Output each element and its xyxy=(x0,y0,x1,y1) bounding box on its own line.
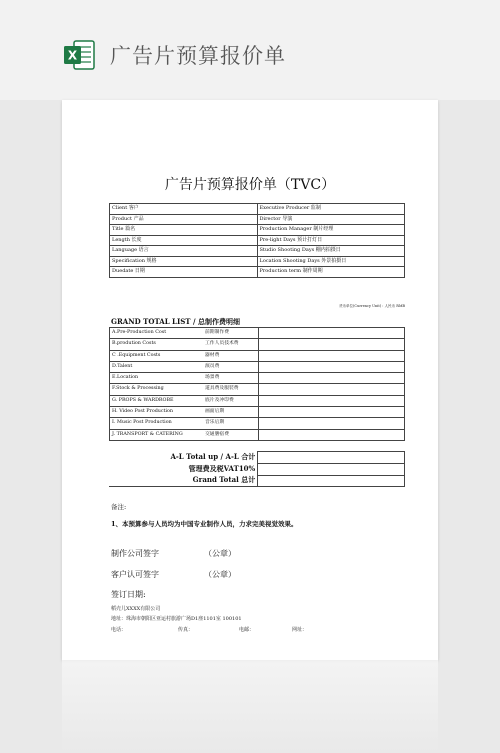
info-cell: Length 长度 xyxy=(110,235,258,246)
cost-item-en: H. Video Post Production xyxy=(112,409,173,415)
info-cell: Executive Producer 监制 xyxy=(257,204,405,215)
info-cell: Production Manager 制片经理 xyxy=(257,225,405,236)
table-row xyxy=(110,384,405,395)
table-row xyxy=(110,267,405,278)
project-info-table xyxy=(109,203,405,278)
cost-value-cell xyxy=(258,395,404,406)
document-page xyxy=(62,100,438,660)
page-reflection xyxy=(62,660,438,753)
app-header xyxy=(0,0,500,100)
cost-item-en: F.Stock & Processing xyxy=(112,386,164,392)
sign-date-label: 签订日期: xyxy=(111,590,146,599)
company-name: 稻壳儿XXXX有限公司 xyxy=(111,606,161,612)
cost-item-en: I. Music Post Production xyxy=(112,420,172,426)
contact-row xyxy=(111,626,371,633)
cost-item-en: D.Talent xyxy=(112,363,133,369)
table-row xyxy=(110,429,405,440)
subtotal-label: A-L Total up / A-L 合计 xyxy=(170,452,256,461)
table-row xyxy=(110,373,405,384)
cost-item-cell xyxy=(110,429,259,440)
info-cell: Specification 规格 xyxy=(110,256,258,267)
company-sign-label: 制作公司签字 xyxy=(111,549,159,558)
cost-item-cell xyxy=(110,384,259,395)
table-row xyxy=(110,204,405,215)
web-label: 网址： xyxy=(292,627,308,633)
table-row xyxy=(110,339,405,350)
svg-text:X: X xyxy=(67,48,78,63)
cost-item-en: B.prodution Costs xyxy=(112,341,156,347)
info-cell: Client 客户 xyxy=(110,204,258,215)
cost-item-cell xyxy=(110,407,259,418)
table-row xyxy=(110,361,405,372)
client-sign-label: 客户认可签字 xyxy=(111,570,159,579)
fax-label: 传真： xyxy=(178,627,194,633)
grand-total-value xyxy=(258,475,405,487)
cost-item-en: E.Location xyxy=(112,375,139,381)
grand-total-heading: GRAND TOTAL LIST / 总制作费明细 xyxy=(111,317,240,326)
client-signature-row xyxy=(111,569,236,580)
cost-value-cell xyxy=(258,407,404,418)
table-row xyxy=(110,214,405,225)
cost-item-cell xyxy=(110,339,259,350)
company-signature-row xyxy=(111,548,236,559)
table-row xyxy=(110,256,405,267)
cost-value-cell xyxy=(258,361,404,372)
cost-item-cn: 前期制作费 xyxy=(205,330,229,335)
cost-item-cn: 演员费 xyxy=(205,363,220,369)
info-cell: Duedate 日期 xyxy=(110,267,258,278)
table-row xyxy=(110,395,405,406)
info-cell: Language 语言 xyxy=(110,246,258,257)
cost-item-cn: 场景费 xyxy=(205,375,220,381)
info-cell: Title 篇名 xyxy=(110,225,258,236)
cost-item-en: A.Pre-Production Cost xyxy=(112,330,167,335)
table-row xyxy=(110,418,405,429)
cost-item-cell xyxy=(110,373,259,384)
subtotal-value xyxy=(258,452,405,464)
cost-item-cn: 音乐后期 xyxy=(205,420,225,426)
phone-label: 电话： xyxy=(111,627,127,633)
totals-table xyxy=(109,451,405,487)
page-title: 广告片预算报价单 xyxy=(110,44,286,68)
cost-value-cell xyxy=(258,373,404,384)
company-address: 地址：珠海市朝阳区亚运村旅游广场D1座1101室 100101 xyxy=(111,616,242,622)
info-cell: Product 产品 xyxy=(110,214,258,225)
cost-item-en: C .Equipment Costs xyxy=(112,352,161,358)
table-row xyxy=(110,225,405,236)
table-row xyxy=(110,407,405,418)
info-cell: Studio Shooting Days 棚内拍摄日 xyxy=(257,246,405,257)
cost-item-cn: 道具费及服装费 xyxy=(205,386,239,392)
cost-item-en: J. TRANSPORT & CATERING xyxy=(112,431,183,437)
cost-item-cn: 工作人员技术费 xyxy=(205,341,239,347)
cost-value-cell xyxy=(258,328,404,339)
info-cell: Production term 制作周期 xyxy=(257,267,405,278)
email-label: 电邮： xyxy=(239,627,255,633)
info-cell: Director 导演 xyxy=(257,214,405,225)
cost-item-cell xyxy=(110,361,259,372)
document-title: 广告片预算报价单（TVC） xyxy=(164,177,336,193)
cost-item-cn: 器材费 xyxy=(205,352,220,358)
remarks-label: 备注: xyxy=(111,503,127,511)
cost-value-cell xyxy=(258,418,404,429)
cost-item-cell xyxy=(110,418,259,429)
grand-total-label: Grand Total 总计 xyxy=(109,475,258,487)
remark-text: 1、本预算参与人员均为中国专业制作人员，力求完美视觉效果。 xyxy=(111,520,298,528)
cost-item-en: G. PROPS & WARDROBE xyxy=(112,397,174,403)
cost-value-cell xyxy=(258,350,404,361)
cost-breakdown-table xyxy=(109,327,405,441)
cost-item-cn: 画面后期 xyxy=(205,409,225,415)
tax-value xyxy=(258,463,405,475)
table-row xyxy=(110,235,405,246)
tax-label: 管理费及税VAT10% xyxy=(188,463,256,473)
table-row xyxy=(109,475,405,487)
currency-note: 货币单位(Currency Unit) : 人民币 RMB xyxy=(339,304,405,308)
cost-item-cell xyxy=(110,350,259,361)
client-seal: （公章） xyxy=(204,570,236,579)
table-row xyxy=(109,463,405,475)
table-row xyxy=(110,350,405,361)
cost-item-cell xyxy=(110,395,259,406)
cost-value-cell xyxy=(258,429,404,440)
cost-item-cn: 底片及冲印费 xyxy=(205,397,234,403)
info-cell: Pre-light Days 预计打灯日 xyxy=(257,235,405,246)
cost-item-cn: 交通膳宿费 xyxy=(205,431,229,437)
table-row xyxy=(109,452,405,464)
table-row xyxy=(110,246,405,257)
excel-icon xyxy=(62,38,96,72)
cost-value-cell xyxy=(258,384,404,395)
table-row xyxy=(110,328,405,339)
cost-value-cell xyxy=(258,339,404,350)
company-seal: （公章） xyxy=(204,549,236,558)
cost-item-cell xyxy=(110,328,259,339)
info-cell: Location Shooting Days 外景拍摄日 xyxy=(257,256,405,267)
